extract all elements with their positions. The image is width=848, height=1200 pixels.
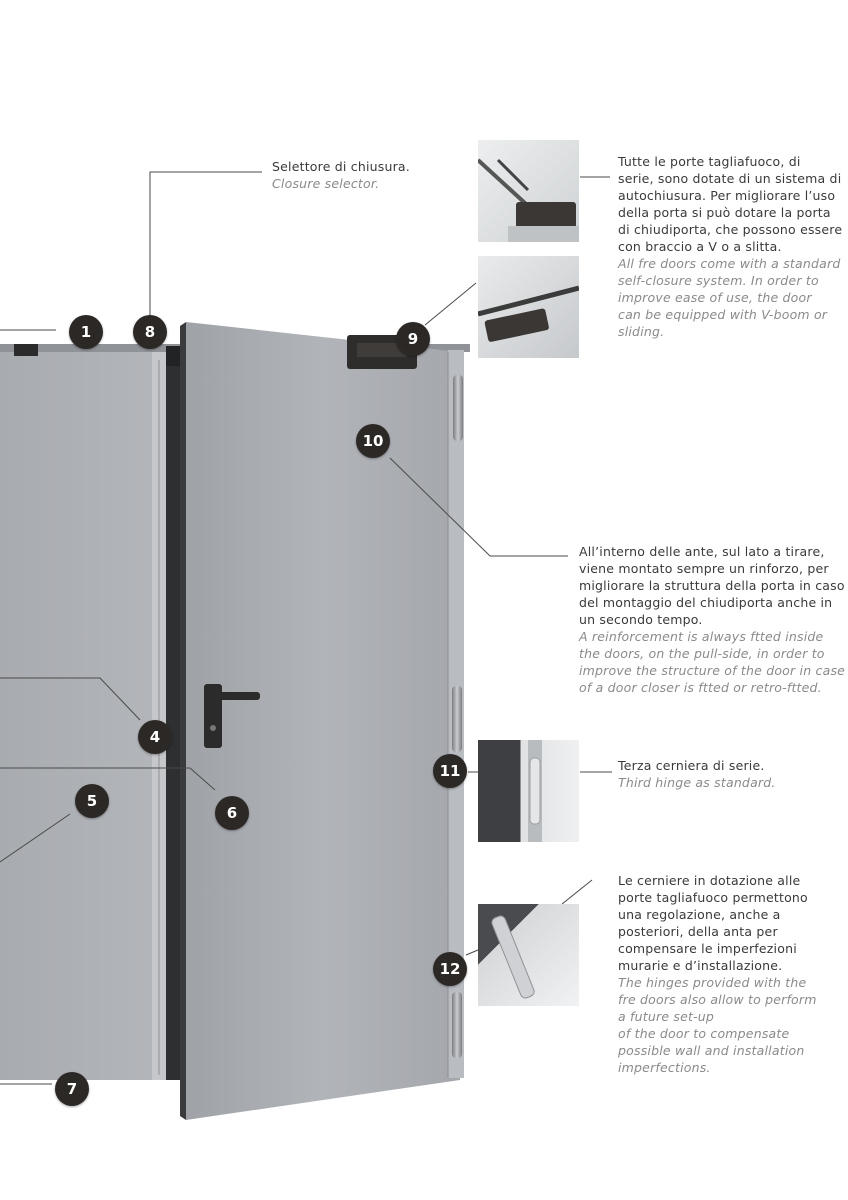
reinforcement-it-line: un secondo tempo. — [579, 612, 703, 627]
third-hinge-it: Terza cerniera di serie. — [618, 758, 765, 773]
hinges-en-line: imperfections. — [618, 1060, 711, 1075]
self-closure-it-line: autochiusura. Per migliorare l’uso — [618, 188, 836, 203]
photo-third-hinge — [478, 740, 579, 842]
reinforcement-it-line: All’interno delle ante, sul lato a tirare, — [579, 544, 825, 559]
self-closure-it-line: della porta si può dotare la porta — [618, 205, 831, 220]
self-closure-en-line: All fre doors come with a standard — [618, 256, 841, 271]
hinge-middle — [452, 686, 462, 752]
hinges-en-line: possible wall and installation — [618, 1043, 805, 1058]
callout-hinges — [618, 872, 817, 1076]
left-door-leaf — [0, 352, 166, 1080]
hinge-bottom — [452, 992, 462, 1058]
badge-5: 5 — [75, 784, 109, 818]
door-handle-lever — [210, 692, 260, 700]
callout-closure-selector — [272, 158, 410, 192]
photo-door-closer-v-arm — [478, 140, 579, 242]
self-closure-en-line: improve ease of use, the door — [618, 290, 812, 305]
self-closure-it-line: di chiudiporta, che possono essere — [618, 222, 843, 237]
reinforcement-it-line: viene montato sempre un rinforzo, per — [579, 561, 829, 576]
badge-7: 7 — [55, 1072, 89, 1106]
self-closure-en-line: self-closure system. In order to — [618, 273, 819, 288]
active-door-leaf — [186, 322, 460, 1120]
hinges-it-line: una regolazione, anche a — [618, 907, 781, 922]
third-hinge-en: Third hinge as standard. — [618, 775, 776, 790]
self-closure-en-line: sliding. — [618, 324, 665, 339]
hinges-it-line: posteriori, della anta per — [618, 924, 778, 939]
hinge-top — [453, 375, 463, 441]
reinforcement-en-line: improve the structure of the door in case — [579, 663, 846, 678]
badge-8: 8 — [133, 315, 167, 349]
reinforcement-it-line: del montaggio del chiudiporta anche in — [579, 595, 833, 610]
callout-reinforcement — [579, 543, 845, 696]
badge-11: 11 — [433, 754, 467, 788]
hinges-it-line: porte tagliafuoco permettono — [618, 890, 808, 905]
badge-6: 6 — [215, 796, 249, 830]
badge-10: 10 — [356, 424, 390, 458]
closure-selector-en: Closure selector. — [272, 176, 380, 191]
reinforcement-en-line: the doors, on the pull-side, in order to — [579, 646, 825, 661]
hinges-en-line: of the door to compensate — [618, 1026, 790, 1041]
badge-4: 4 — [138, 720, 172, 754]
badge-1: 1 — [69, 315, 103, 349]
hinges-it-line: Le cerniere in dotazione alle — [618, 873, 801, 888]
reinforcement-it-line: migliorare la struttura della porta in caso — [579, 578, 845, 593]
callout-third-hinge — [618, 757, 776, 791]
callout-self-closure — [618, 153, 842, 340]
self-closure-it-line: Tutte le porte tagliafuoco, di — [618, 154, 801, 169]
door-jamb — [166, 352, 182, 1080]
badge-12: 12 — [433, 952, 467, 986]
hinges-en-line: a future set-up — [618, 1009, 715, 1024]
self-closure-en-line: can be equipped with V-boom or — [618, 307, 828, 322]
badge-9: 9 — [396, 322, 430, 356]
self-closure-it-line: serie, sono dotate di un sistema di — [618, 171, 842, 186]
hinges-en-line: fre doors also allow to perform — [618, 992, 817, 1007]
hinges-en-line: The hinges provided with the — [618, 975, 807, 990]
self-closure-it-line: con braccio a V o a slitta. — [618, 239, 782, 254]
reinforcement-en-line: A reinforcement is always ftted inside — [579, 629, 824, 644]
reinforcement-en-line: of a door closer is ftted or retro-ftted. — [579, 680, 822, 695]
photo-adjustable-hinges — [478, 904, 579, 1006]
hinges-it-line: murarie e d’installazione. — [618, 958, 783, 973]
photo-door-closer-sliding — [478, 256, 579, 358]
hinges-it-line: compensare le imperfezioni — [618, 941, 797, 956]
closure-selector-it: Selettore di chiusura. — [272, 159, 410, 174]
